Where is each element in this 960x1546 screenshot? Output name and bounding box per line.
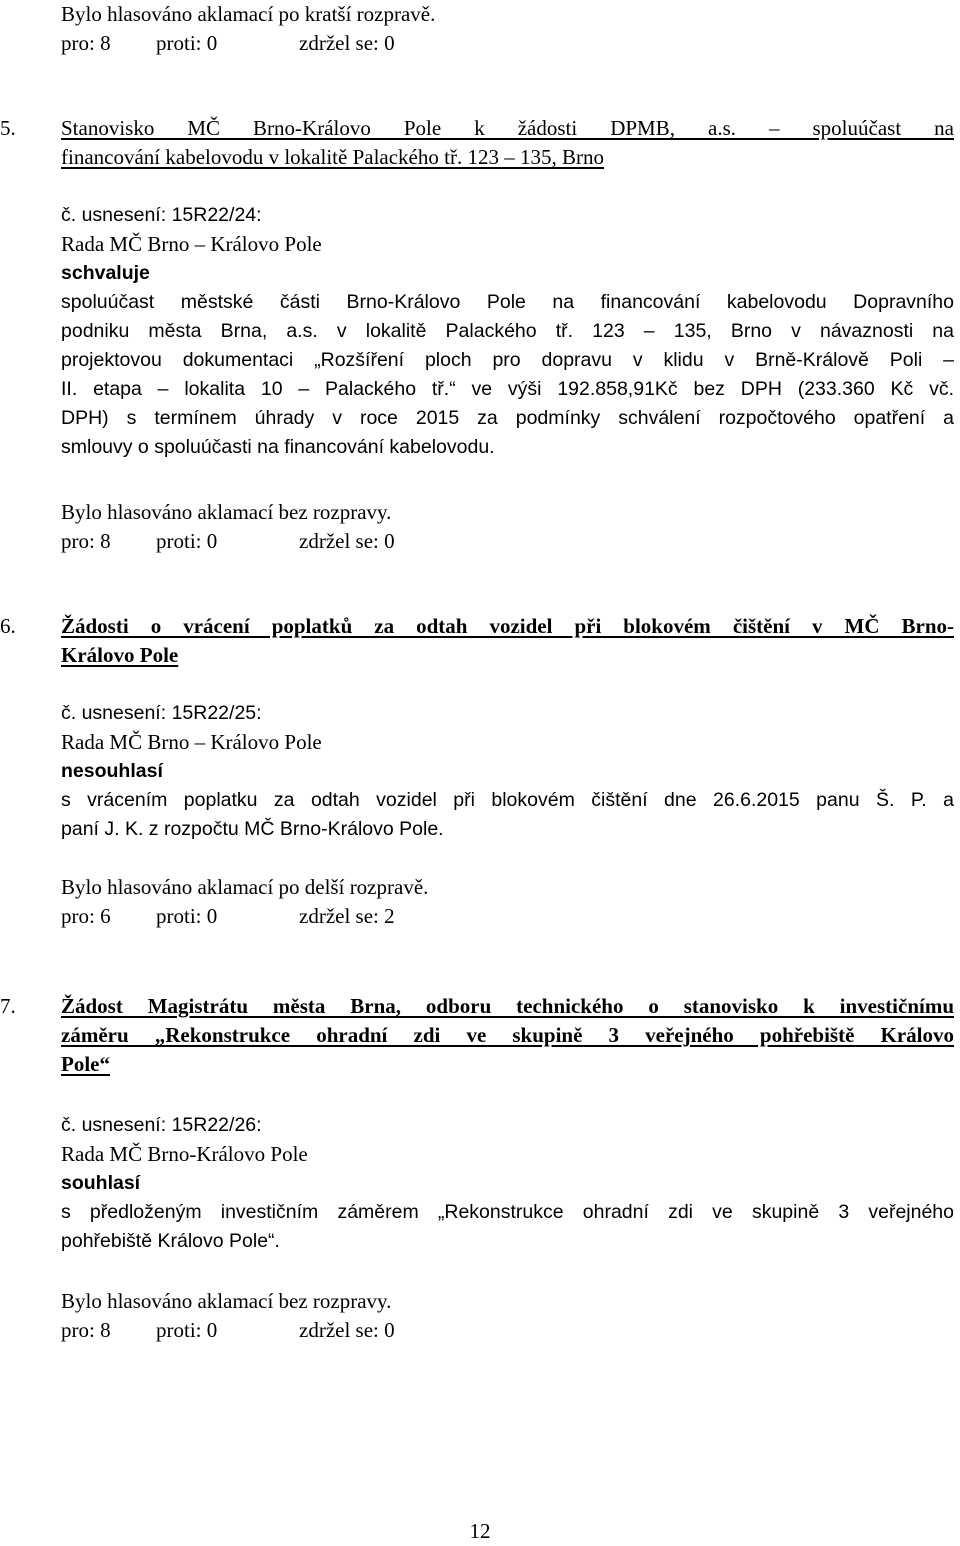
vote-pro: pro: 8 (61, 31, 111, 55)
item-5-title-line-2: financování kabelovodu v lokalitě Palackého tř. 123 – 135, Brno (61, 145, 604, 169)
item-5-number: 5. (0, 116, 16, 140)
debate-note-top: Bylo hlasováno aklamací po kratší rozpravě. (61, 2, 436, 26)
item-5-body-line: podniku města Brna, a.s. v lokalitě Palackého tř. 123 – 135, Brno v návaznosti na (61, 320, 954, 342)
item-5-body-line: projektovou dokumentaci „Rozšíření ploch pro dopravu v klidu v Brně-Královĕ Poli – (61, 349, 954, 371)
item-7-title-line-2: záměru „Rekonstrukce ohradní zdi ve skupině 3 veřejného pohřebiště Královo (61, 1023, 954, 1047)
item-6-resolution-number: č. usnesení: 15R22/25: (61, 702, 262, 724)
item-7-title-line-1: Žádost Magistrátu města Brna, odboru technického o stanovisko k investičnímu (61, 994, 954, 1018)
vote-proti: proti: 0 (156, 1318, 218, 1342)
item-5-body-line: spoluúčast městské části Brno-Královo Pole na financování kabelovodu Dopravního (61, 291, 954, 313)
item-5-body-line: smlouvy o spoluúčasti na financování kabelovodu. (61, 436, 495, 458)
item-5-body-line: II. etapa – lokalita 10 – Palackého tř.“ ve výši 192.858,91Kč bez DPH (233.360 Kč vč. (61, 378, 954, 400)
item-7-heading (0, 992, 954, 1021)
item-7-debate-note: Bylo hlasováno aklamací bez rozpravy. (61, 1289, 392, 1313)
vote-zdrzel: zdržel se: 0 (299, 31, 395, 55)
vote-zdrzel: zdržel se: 2 (299, 904, 395, 928)
item-7-number: 7. (0, 994, 16, 1018)
item-6-council: Rada MČ Brno – Královo Pole (61, 730, 322, 754)
item-7-body-line: s předloženým investičním záměrem „Rekonstrukce ohradní zdi ve skupině 3 veřejného (61, 1201, 954, 1223)
item-7-vote-result (61, 1316, 954, 1345)
vote-proti: proti: 0 (156, 529, 218, 553)
item-7-body-line: pohřebiště Královo Pole“. (61, 1230, 280, 1252)
vote-proti: proti: 0 (156, 31, 218, 55)
item-6-vote-result (61, 902, 954, 931)
item-5-heading (0, 114, 954, 143)
item-6-debate-note: Bylo hlasováno aklamací po delší rozpravě. (61, 875, 429, 899)
item-5-vote-result (61, 527, 954, 556)
item-7-title-line-3: Pole“ (61, 1052, 110, 1076)
vote-pro: pro: 8 (61, 529, 111, 553)
vote-pro: pro: 6 (61, 904, 111, 928)
item-6-number: 6. (0, 614, 16, 638)
item-5-body-line: DPH) s termínem úhrady v roce 2015 za podmínky schválení rozpočtového opatření a (61, 407, 954, 429)
item-6-decision: nesouhlasí (61, 760, 163, 782)
item-5-decision: schvaluje (61, 262, 150, 284)
item-5-council: Rada MČ Brno – Královo Pole (61, 232, 322, 256)
item-7-decision: souhlasí (61, 1172, 141, 1194)
vote-zdrzel: zdržel se: 0 (299, 529, 395, 553)
item-5-title-line-1: Stanovisko MČ Brno-Královo Pole k žádosti DPMB, a.s. – spoluúčast na (61, 116, 954, 140)
item-6-body-line: s vrácením poplatku za odtah vozidel při blokovém čištění dne 26.6.2015 panu Š. P. a (61, 789, 954, 811)
vote-result-top (61, 29, 954, 58)
item-6-title-line-1: Žádosti o vrácení poplatků za odtah vozidel při blokovém čištění v MČ Brno- (61, 614, 954, 638)
vote-proti: proti: 0 (156, 904, 218, 928)
vote-pro: pro: 8 (61, 1318, 111, 1342)
item-7-council: Rada MČ Brno-Královo Pole (61, 1142, 308, 1166)
item-5-debate-note: Bylo hlasováno aklamací bez rozpravy. (61, 500, 392, 524)
vote-zdrzel: zdržel se: 0 (299, 1318, 395, 1342)
page-number: 12 (469, 1519, 491, 1543)
item-6-heading (0, 612, 954, 641)
item-7-resolution-number: č. usnesení: 15R22/26: (61, 1114, 262, 1136)
item-6-title-line-2: Královo Pole (61, 643, 179, 667)
item-5-resolution-number: č. usnesení: 15R22/24: (61, 204, 262, 226)
item-6-body-line: paní J. K. z rozpočtu MČ Brno-Královo Pole. (61, 818, 444, 840)
